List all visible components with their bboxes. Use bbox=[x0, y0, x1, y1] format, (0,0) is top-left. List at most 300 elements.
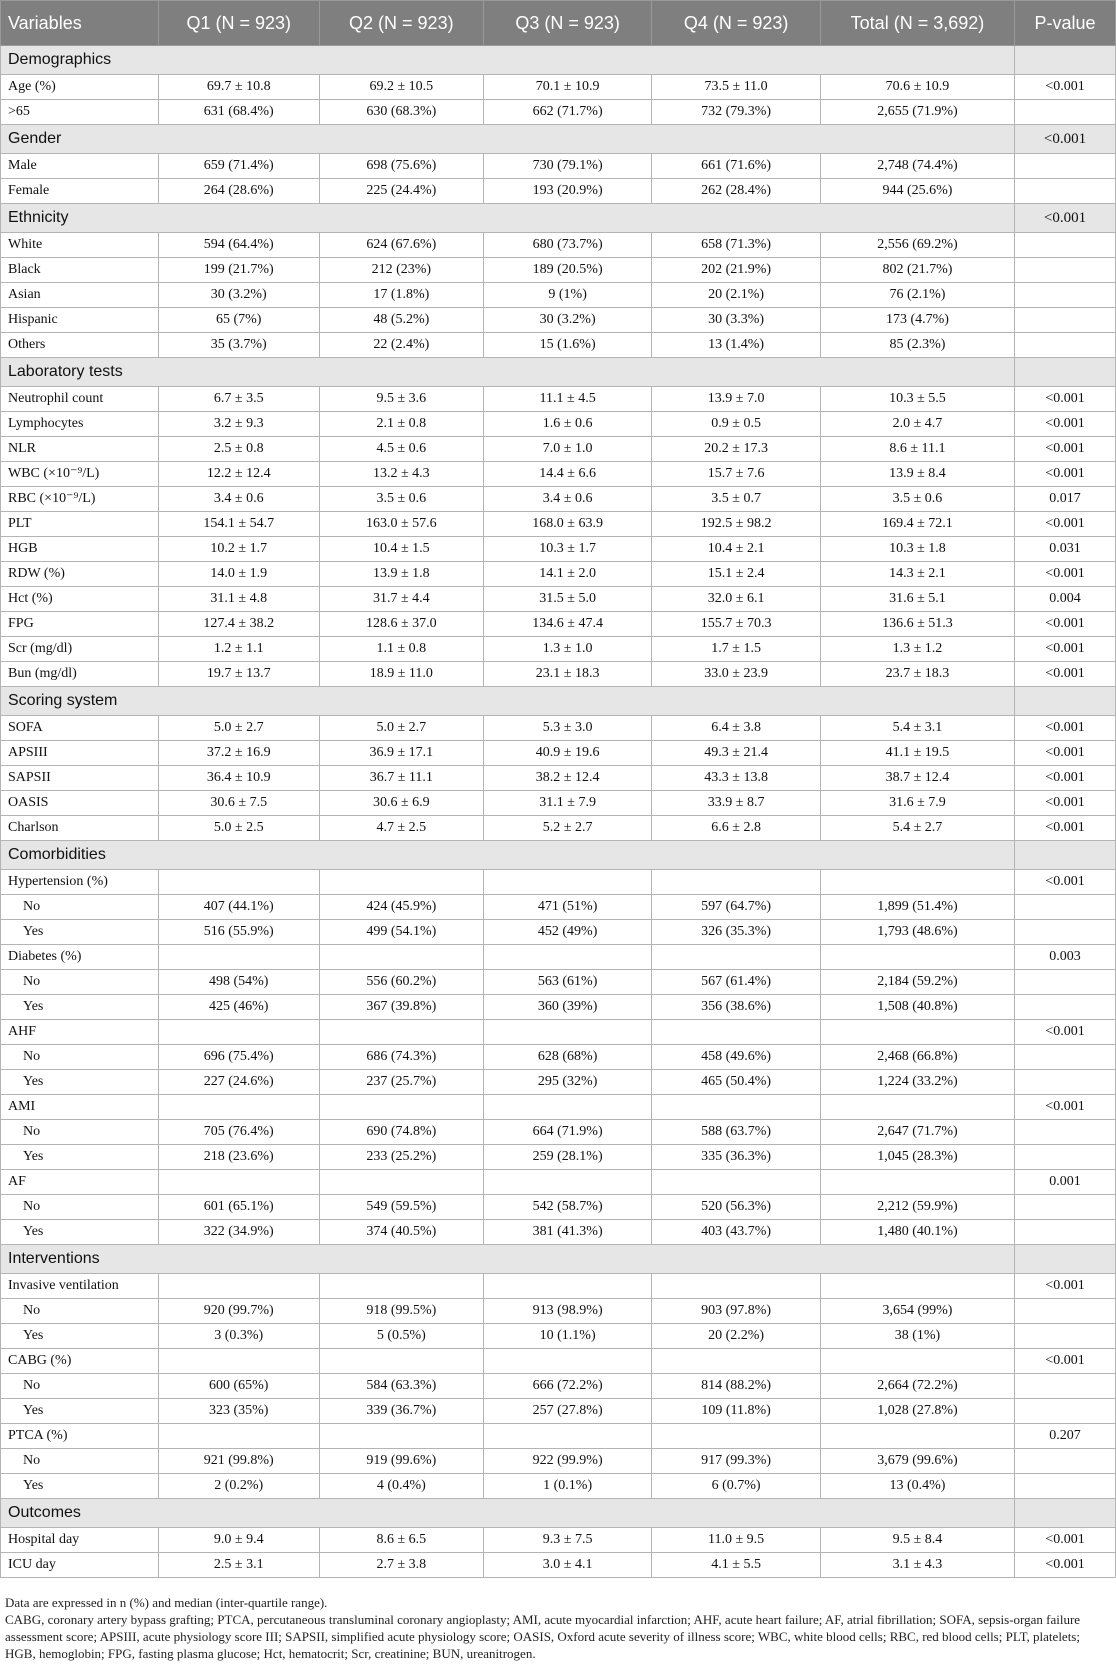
value-cell: 2 (0.2%) bbox=[158, 1474, 319, 1499]
value-cell: 13 (0.4%) bbox=[820, 1474, 1014, 1499]
value-cell: 6.7 ± 3.5 bbox=[158, 387, 319, 412]
p-value-cell bbox=[1015, 1474, 1116, 1499]
value-cell bbox=[319, 1274, 483, 1299]
value-cell: 37.2 ± 16.9 bbox=[158, 741, 319, 766]
value-cell: 696 (75.4%) bbox=[158, 1045, 319, 1070]
row-label: Asian bbox=[1, 283, 159, 308]
value-cell bbox=[483, 1170, 651, 1195]
row-label: >65 bbox=[1, 100, 159, 125]
table-subrow bbox=[1, 1120, 1116, 1145]
value-cell: 3.4 ± 0.6 bbox=[158, 487, 319, 512]
value-cell bbox=[820, 1274, 1014, 1299]
value-cell: 499 (54.1%) bbox=[319, 920, 483, 945]
p-value-cell bbox=[1015, 100, 1116, 125]
value-cell: 584 (63.3%) bbox=[319, 1374, 483, 1399]
value-cell: 1,899 (51.4%) bbox=[820, 895, 1014, 920]
value-cell bbox=[483, 1274, 651, 1299]
p-value-cell: <0.001 bbox=[1015, 716, 1116, 741]
value-cell: 31.5 ± 5.0 bbox=[483, 587, 651, 612]
value-cell: 730 (79.1%) bbox=[483, 154, 651, 179]
row-label: Yes bbox=[1, 1145, 159, 1170]
value-cell: 5 (0.5%) bbox=[319, 1324, 483, 1349]
value-cell: 2,556 (69.2%) bbox=[820, 233, 1014, 258]
row-label: No bbox=[1, 1045, 159, 1070]
table-footnotes bbox=[0, 1594, 1116, 1662]
value-cell: 542 (58.7%) bbox=[483, 1195, 651, 1220]
p-value-cell: <0.001 bbox=[1015, 1349, 1116, 1374]
value-cell: 15.7 ± 7.6 bbox=[652, 462, 820, 487]
value-cell: 38 (1%) bbox=[820, 1324, 1014, 1349]
p-value-cell bbox=[1015, 970, 1116, 995]
p-value-cell: 0.017 bbox=[1015, 487, 1116, 512]
header-cell: Q4 (N = 923) bbox=[652, 1, 820, 46]
value-cell bbox=[319, 1095, 483, 1120]
value-cell: 33.0 ± 23.9 bbox=[652, 662, 820, 687]
value-cell: 69.7 ± 10.8 bbox=[158, 75, 319, 100]
value-cell bbox=[652, 1170, 820, 1195]
value-cell: 69.2 ± 10.5 bbox=[319, 75, 483, 100]
table-row bbox=[1, 258, 1116, 283]
value-cell: 22 (2.4%) bbox=[319, 333, 483, 358]
p-value-cell: <0.001 bbox=[1015, 1095, 1116, 1120]
value-cell: 1.3 ± 1.0 bbox=[483, 637, 651, 662]
value-cell: 698 (75.6%) bbox=[319, 154, 483, 179]
row-label: No bbox=[1, 970, 159, 995]
value-cell: 918 (99.5%) bbox=[319, 1299, 483, 1324]
p-value-cell: <0.001 bbox=[1015, 662, 1116, 687]
value-cell: 31.1 ± 7.9 bbox=[483, 791, 651, 816]
p-value-cell: <0.001 bbox=[1015, 816, 1116, 841]
value-cell: 3,654 (99%) bbox=[820, 1299, 1014, 1324]
value-cell: 516 (55.9%) bbox=[158, 920, 319, 945]
header-cell: P-value bbox=[1015, 1, 1116, 46]
value-cell: 154.1 ± 54.7 bbox=[158, 512, 319, 537]
value-cell: 1.3 ± 1.2 bbox=[820, 637, 1014, 662]
value-cell: 3.4 ± 0.6 bbox=[483, 487, 651, 512]
value-cell: 600 (65%) bbox=[158, 1374, 319, 1399]
value-cell: 732 (79.3%) bbox=[652, 100, 820, 125]
value-cell bbox=[158, 1095, 319, 1120]
row-label: Hypertension (%) bbox=[1, 870, 159, 895]
value-cell: 40.9 ± 19.6 bbox=[483, 741, 651, 766]
value-cell: 3,679 (99.6%) bbox=[820, 1449, 1014, 1474]
section-row bbox=[1, 46, 1116, 75]
section-title: Interventions bbox=[1, 1245, 1015, 1274]
value-cell: 326 (35.3%) bbox=[652, 920, 820, 945]
value-cell: 335 (36.3%) bbox=[652, 1145, 820, 1170]
value-cell: 322 (34.9%) bbox=[158, 1220, 319, 1245]
row-label: FPG bbox=[1, 612, 159, 637]
value-cell: 920 (99.7%) bbox=[158, 1299, 319, 1324]
value-cell: 690 (74.8%) bbox=[319, 1120, 483, 1145]
section-row bbox=[1, 1245, 1116, 1274]
row-label: RBC (×10⁻⁹/L) bbox=[1, 487, 159, 512]
value-cell: 85 (2.3%) bbox=[820, 333, 1014, 358]
table-subrow bbox=[1, 1474, 1116, 1499]
value-cell bbox=[319, 1349, 483, 1374]
value-cell: 109 (11.8%) bbox=[652, 1399, 820, 1424]
value-cell: 5.4 ± 3.1 bbox=[820, 716, 1014, 741]
table-row bbox=[1, 1553, 1116, 1578]
row-label: Black bbox=[1, 258, 159, 283]
value-cell: 227 (24.6%) bbox=[158, 1070, 319, 1095]
value-cell: 5.2 ± 2.7 bbox=[483, 816, 651, 841]
value-cell: 630 (68.3%) bbox=[319, 100, 483, 125]
value-cell bbox=[483, 945, 651, 970]
row-label: Yes bbox=[1, 920, 159, 945]
section-p-value: <0.001 bbox=[1015, 204, 1116, 233]
section-row bbox=[1, 358, 1116, 387]
value-cell: 225 (24.4%) bbox=[319, 179, 483, 204]
p-value-cell bbox=[1015, 179, 1116, 204]
value-cell: 3.5 ± 0.7 bbox=[652, 487, 820, 512]
value-cell: 601 (65.1%) bbox=[158, 1195, 319, 1220]
value-cell: 127.4 ± 38.2 bbox=[158, 612, 319, 637]
row-label: No bbox=[1, 1120, 159, 1145]
section-title: Laboratory tests bbox=[1, 358, 1015, 387]
row-label: Male bbox=[1, 154, 159, 179]
value-cell: 6.4 ± 3.8 bbox=[652, 716, 820, 741]
table-subrow bbox=[1, 1399, 1116, 1424]
value-cell: 36.4 ± 10.9 bbox=[158, 766, 319, 791]
p-value-cell: <0.001 bbox=[1015, 1274, 1116, 1299]
value-cell: 13.2 ± 4.3 bbox=[319, 462, 483, 487]
row-label: OASIS bbox=[1, 791, 159, 816]
value-cell: 339 (36.7%) bbox=[319, 1399, 483, 1424]
table-row bbox=[1, 816, 1116, 841]
p-value-cell bbox=[1015, 233, 1116, 258]
section-title: Demographics bbox=[1, 46, 1015, 75]
value-cell: 3.0 ± 4.1 bbox=[483, 1553, 651, 1578]
p-value-cell: <0.001 bbox=[1015, 1553, 1116, 1578]
p-value-cell bbox=[1015, 1449, 1116, 1474]
value-cell: 424 (45.9%) bbox=[319, 895, 483, 920]
row-label: Lymphocytes bbox=[1, 412, 159, 437]
value-cell: 212 (23%) bbox=[319, 258, 483, 283]
value-cell: 556 (60.2%) bbox=[319, 970, 483, 995]
section-p-value: <0.001 bbox=[1015, 125, 1116, 154]
value-cell: 4.1 ± 5.5 bbox=[652, 1553, 820, 1578]
p-value-cell: 0.004 bbox=[1015, 587, 1116, 612]
section-p-value bbox=[1015, 1245, 1116, 1274]
header-cell: Variables bbox=[1, 1, 159, 46]
value-cell: 173 (4.7%) bbox=[820, 308, 1014, 333]
p-value-cell: <0.001 bbox=[1015, 75, 1116, 100]
row-label: Diabetes (%) bbox=[1, 945, 159, 970]
value-cell bbox=[319, 1020, 483, 1045]
value-cell: 2,468 (66.8%) bbox=[820, 1045, 1014, 1070]
value-cell bbox=[483, 1095, 651, 1120]
value-cell bbox=[820, 1095, 1014, 1120]
value-cell: 257 (27.8%) bbox=[483, 1399, 651, 1424]
table-row bbox=[1, 308, 1116, 333]
row-label: No bbox=[1, 1449, 159, 1474]
value-cell bbox=[652, 870, 820, 895]
row-label: No bbox=[1, 895, 159, 920]
value-cell: 13.9 ± 8.4 bbox=[820, 462, 1014, 487]
value-cell: 262 (28.4%) bbox=[652, 179, 820, 204]
value-cell: 199 (21.7%) bbox=[158, 258, 319, 283]
value-cell: 7.0 ± 1.0 bbox=[483, 437, 651, 462]
p-value-cell: <0.001 bbox=[1015, 612, 1116, 637]
row-label: AMI bbox=[1, 1095, 159, 1120]
value-cell: 4.5 ± 0.6 bbox=[319, 437, 483, 462]
value-cell: 30 (3.3%) bbox=[652, 308, 820, 333]
value-cell: 20 (2.2%) bbox=[652, 1324, 820, 1349]
table-row bbox=[1, 233, 1116, 258]
value-cell: 11.0 ± 9.5 bbox=[652, 1528, 820, 1553]
value-cell: 2.5 ± 0.8 bbox=[158, 437, 319, 462]
value-cell: 13.9 ± 7.0 bbox=[652, 387, 820, 412]
row-label: Female bbox=[1, 179, 159, 204]
value-cell: 237 (25.7%) bbox=[319, 1070, 483, 1095]
value-cell: 903 (97.8%) bbox=[652, 1299, 820, 1324]
table-row bbox=[1, 1020, 1116, 1045]
value-cell: 36.9 ± 17.1 bbox=[319, 741, 483, 766]
value-cell: 381 (41.3%) bbox=[483, 1220, 651, 1245]
value-cell bbox=[652, 1424, 820, 1449]
value-cell: 1,480 (40.1%) bbox=[820, 1220, 1014, 1245]
p-value-cell bbox=[1015, 333, 1116, 358]
value-cell: 661 (71.6%) bbox=[652, 154, 820, 179]
section-row bbox=[1, 204, 1116, 233]
row-label: RDW (%) bbox=[1, 562, 159, 587]
row-label: NLR bbox=[1, 437, 159, 462]
p-value-cell bbox=[1015, 154, 1116, 179]
p-value-cell bbox=[1015, 283, 1116, 308]
value-cell: 9.5 ± 8.4 bbox=[820, 1528, 1014, 1553]
table-row bbox=[1, 870, 1116, 895]
value-cell: 3 (0.3%) bbox=[158, 1324, 319, 1349]
value-cell: 15 (1.6%) bbox=[483, 333, 651, 358]
value-cell: 20.2 ± 17.3 bbox=[652, 437, 820, 462]
table-row bbox=[1, 612, 1116, 637]
value-cell: 662 (71.7%) bbox=[483, 100, 651, 125]
row-label: Scr (mg/dl) bbox=[1, 637, 159, 662]
value-cell bbox=[158, 1170, 319, 1195]
table-row bbox=[1, 1170, 1116, 1195]
value-cell: 23.1 ± 18.3 bbox=[483, 662, 651, 687]
value-cell: 1.6 ± 0.6 bbox=[483, 412, 651, 437]
value-cell: 549 (59.5%) bbox=[319, 1195, 483, 1220]
table-row bbox=[1, 283, 1116, 308]
table-subrow bbox=[1, 1374, 1116, 1399]
table-row bbox=[1, 387, 1116, 412]
table-subrow bbox=[1, 1195, 1116, 1220]
value-cell: 134.6 ± 47.4 bbox=[483, 612, 651, 637]
row-label: AF bbox=[1, 1170, 159, 1195]
value-cell: 65 (7%) bbox=[158, 308, 319, 333]
table-row bbox=[1, 1424, 1116, 1449]
p-value-cell bbox=[1015, 995, 1116, 1020]
value-cell: 658 (71.3%) bbox=[652, 233, 820, 258]
p-value-cell bbox=[1015, 1299, 1116, 1324]
value-cell: 20 (2.1%) bbox=[652, 283, 820, 308]
value-cell bbox=[158, 1349, 319, 1374]
value-cell: 10.3 ± 5.5 bbox=[820, 387, 1014, 412]
p-value-cell bbox=[1015, 1145, 1116, 1170]
p-value-cell: <0.001 bbox=[1015, 562, 1116, 587]
p-value-cell: <0.001 bbox=[1015, 766, 1116, 791]
section-row bbox=[1, 687, 1116, 716]
row-label: Yes bbox=[1, 1474, 159, 1499]
p-value-cell: <0.001 bbox=[1015, 1528, 1116, 1553]
p-value-cell bbox=[1015, 920, 1116, 945]
table-subrow bbox=[1, 1220, 1116, 1245]
header-cell: Q2 (N = 923) bbox=[319, 1, 483, 46]
value-cell: 917 (99.3%) bbox=[652, 1449, 820, 1474]
value-cell: 407 (44.1%) bbox=[158, 895, 319, 920]
value-cell: 802 (21.7%) bbox=[820, 258, 1014, 283]
table-row bbox=[1, 716, 1116, 741]
row-label: Others bbox=[1, 333, 159, 358]
value-cell: 10.4 ± 2.1 bbox=[652, 537, 820, 562]
value-cell: 3.5 ± 0.6 bbox=[319, 487, 483, 512]
table-row bbox=[1, 662, 1116, 687]
value-cell bbox=[820, 1349, 1014, 1374]
table-row bbox=[1, 741, 1116, 766]
value-cell: 18.9 ± 11.0 bbox=[319, 662, 483, 687]
table-row bbox=[1, 1095, 1116, 1120]
value-cell: 9.5 ± 3.6 bbox=[319, 387, 483, 412]
value-cell: 38.2 ± 12.4 bbox=[483, 766, 651, 791]
value-cell: 680 (73.7%) bbox=[483, 233, 651, 258]
table-row bbox=[1, 100, 1116, 125]
value-cell: 0.9 ± 0.5 bbox=[652, 412, 820, 437]
value-cell: 498 (54%) bbox=[158, 970, 319, 995]
row-label: ICU day bbox=[1, 1553, 159, 1578]
row-label: Hct (%) bbox=[1, 587, 159, 612]
value-cell: 128.6 ± 37.0 bbox=[319, 612, 483, 637]
value-cell: 323 (35%) bbox=[158, 1399, 319, 1424]
p-value-cell: <0.001 bbox=[1015, 637, 1116, 662]
p-value-cell bbox=[1015, 258, 1116, 283]
value-cell: 403 (43.7%) bbox=[652, 1220, 820, 1245]
value-cell: 1.2 ± 1.1 bbox=[158, 637, 319, 662]
table-row bbox=[1, 412, 1116, 437]
value-cell: 2,184 (59.2%) bbox=[820, 970, 1014, 995]
p-value-cell: <0.001 bbox=[1015, 870, 1116, 895]
value-cell bbox=[158, 870, 319, 895]
table-subrow bbox=[1, 1449, 1116, 1474]
value-cell bbox=[820, 1424, 1014, 1449]
p-value-cell: <0.001 bbox=[1015, 412, 1116, 437]
value-cell: 567 (61.4%) bbox=[652, 970, 820, 995]
value-cell: 33.9 ± 8.7 bbox=[652, 791, 820, 816]
value-cell: 30 (3.2%) bbox=[483, 308, 651, 333]
row-label: Yes bbox=[1, 995, 159, 1020]
value-cell: 367 (39.8%) bbox=[319, 995, 483, 1020]
value-cell: 259 (28.1%) bbox=[483, 1145, 651, 1170]
value-cell: 169.4 ± 72.1 bbox=[820, 512, 1014, 537]
value-cell bbox=[319, 870, 483, 895]
value-cell: 31.7 ± 4.4 bbox=[319, 587, 483, 612]
row-label: SAPSII bbox=[1, 766, 159, 791]
row-label: No bbox=[1, 1195, 159, 1220]
value-cell bbox=[820, 945, 1014, 970]
row-label: Yes bbox=[1, 1399, 159, 1424]
row-label: Yes bbox=[1, 1324, 159, 1349]
table-row bbox=[1, 154, 1116, 179]
value-cell: 35 (3.7%) bbox=[158, 333, 319, 358]
header-cell: Q3 (N = 923) bbox=[483, 1, 651, 46]
value-cell: 5.3 ± 3.0 bbox=[483, 716, 651, 741]
value-cell bbox=[652, 1349, 820, 1374]
value-cell: 4 (0.4%) bbox=[319, 1474, 483, 1499]
value-cell: 628 (68%) bbox=[483, 1045, 651, 1070]
value-cell: 374 (40.5%) bbox=[319, 1220, 483, 1245]
value-cell: 659 (71.4%) bbox=[158, 154, 319, 179]
table-row bbox=[1, 587, 1116, 612]
row-label: White bbox=[1, 233, 159, 258]
value-cell bbox=[820, 1020, 1014, 1045]
row-label: Yes bbox=[1, 1220, 159, 1245]
value-cell: 2.0 ± 4.7 bbox=[820, 412, 1014, 437]
table-subrow bbox=[1, 970, 1116, 995]
p-value-cell: <0.001 bbox=[1015, 1020, 1116, 1045]
value-cell: 23.7 ± 18.3 bbox=[820, 662, 1014, 687]
value-cell bbox=[483, 1020, 651, 1045]
value-cell: 136.6 ± 51.3 bbox=[820, 612, 1014, 637]
value-cell: 10.2 ± 1.7 bbox=[158, 537, 319, 562]
p-value-cell: 0.001 bbox=[1015, 1170, 1116, 1195]
value-cell: 356 (38.6%) bbox=[652, 995, 820, 1020]
section-p-value bbox=[1015, 358, 1116, 387]
row-label: AHF bbox=[1, 1020, 159, 1045]
table-subrow bbox=[1, 920, 1116, 945]
section-title: Gender bbox=[1, 125, 1015, 154]
value-cell: 11.1 ± 4.5 bbox=[483, 387, 651, 412]
value-cell: 5.0 ± 2.5 bbox=[158, 816, 319, 841]
value-cell: 49.3 ± 21.4 bbox=[652, 741, 820, 766]
section-row bbox=[1, 1499, 1116, 1528]
table-row bbox=[1, 487, 1116, 512]
value-cell: 163.0 ± 57.6 bbox=[319, 512, 483, 537]
value-cell bbox=[483, 1349, 651, 1374]
table-row bbox=[1, 537, 1116, 562]
value-cell: 264 (28.6%) bbox=[158, 179, 319, 204]
row-label: Neutrophil count bbox=[1, 387, 159, 412]
table-subrow bbox=[1, 1070, 1116, 1095]
value-cell: 2,212 (59.9%) bbox=[820, 1195, 1014, 1220]
row-label: WBC (×10⁻⁹/L) bbox=[1, 462, 159, 487]
section-title: Comorbidities bbox=[1, 841, 1015, 870]
value-cell: 4.7 ± 2.5 bbox=[319, 816, 483, 841]
row-label: SOFA bbox=[1, 716, 159, 741]
value-cell: 2.1 ± 0.8 bbox=[319, 412, 483, 437]
table-subrow bbox=[1, 1045, 1116, 1070]
table-subrow bbox=[1, 1299, 1116, 1324]
table-subrow bbox=[1, 895, 1116, 920]
value-cell: 1,028 (27.8%) bbox=[820, 1399, 1014, 1424]
value-cell: 10.3 ± 1.7 bbox=[483, 537, 651, 562]
value-cell: 1,224 (33.2%) bbox=[820, 1070, 1014, 1095]
row-label: APSIII bbox=[1, 741, 159, 766]
value-cell: 913 (98.9%) bbox=[483, 1299, 651, 1324]
table-row bbox=[1, 512, 1116, 537]
value-cell: 17 (1.8%) bbox=[319, 283, 483, 308]
value-cell: 295 (32%) bbox=[483, 1070, 651, 1095]
value-cell: 233 (25.2%) bbox=[319, 1145, 483, 1170]
value-cell: 36.7 ± 11.1 bbox=[319, 766, 483, 791]
value-cell: 458 (49.6%) bbox=[652, 1045, 820, 1070]
value-cell: 202 (21.9%) bbox=[652, 258, 820, 283]
p-value-cell bbox=[1015, 1120, 1116, 1145]
value-cell: 1 (0.1%) bbox=[483, 1474, 651, 1499]
value-cell: 1.7 ± 1.5 bbox=[652, 637, 820, 662]
value-cell: 465 (50.4%) bbox=[652, 1070, 820, 1095]
value-cell: 15.1 ± 2.4 bbox=[652, 562, 820, 587]
